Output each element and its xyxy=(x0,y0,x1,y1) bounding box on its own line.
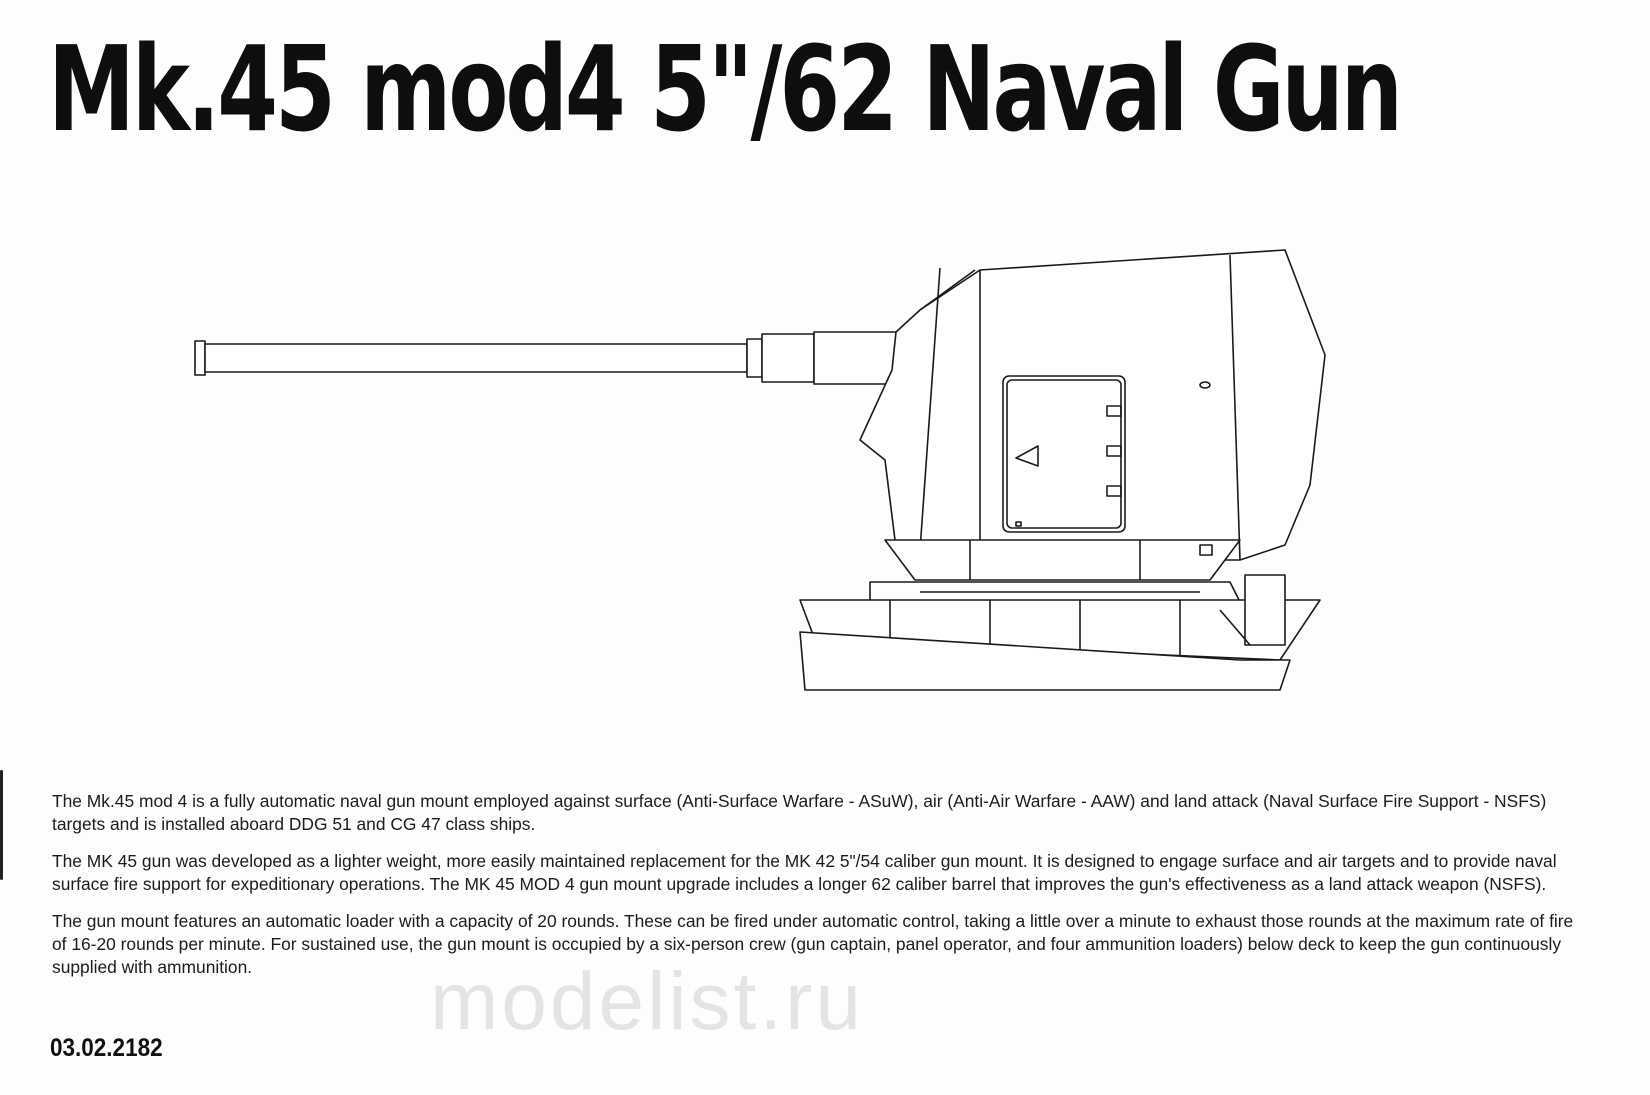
turret-line-drawing xyxy=(180,240,1340,740)
turret-base xyxy=(800,540,1320,690)
watermark: modelist.ru xyxy=(430,956,865,1047)
page-title: Mk.45 mod4 5"/62 Naval Gun xyxy=(48,20,1400,158)
description-paragraph: The Mk.45 mod 4 is a fully automatic naval gun mount employed against surface (Anti-Surface Warfare - ASuW), air (Anti-Air Warfare - AAW) and land attack (Naval Surface Fire Support - NSFS) targets and is installed aboard DDG 51 and CG 47 class ships. xyxy=(52,791,1547,834)
description-paragraph: The MK 45 gun was developed as a lighter weight, more easily maintained replacement for the MK 42 5"/54 caliber gun mount. It is designed to engage surface and air targets and to provide naval surface fire support for expeditionary operations. The MK 45 MOD 4 gun mount upgrade includes a longer 62 caliber barrel that improves the gun's effectiveness as a land attack weapon (NSFS). xyxy=(52,851,1557,894)
description-paragraph: The gun mount features an automatic loader with a capacity of 20 rounds. These can be fired under automatic control, taking a little over a minute to exhaust those rounds at the maximum rate of fire of 16-20 rounds per minute. For sustained use, the gun mount is occupied by a six-person crew (gun captain, panel operator, and four ammunition loaders) below deck to keep the gun continuously supplied with ammunition. xyxy=(52,911,1574,977)
turret-shield xyxy=(860,250,1325,560)
barrel xyxy=(195,332,896,384)
scan-edge-mark xyxy=(0,770,3,880)
document-code: 03.02.2182 xyxy=(50,1034,163,1062)
